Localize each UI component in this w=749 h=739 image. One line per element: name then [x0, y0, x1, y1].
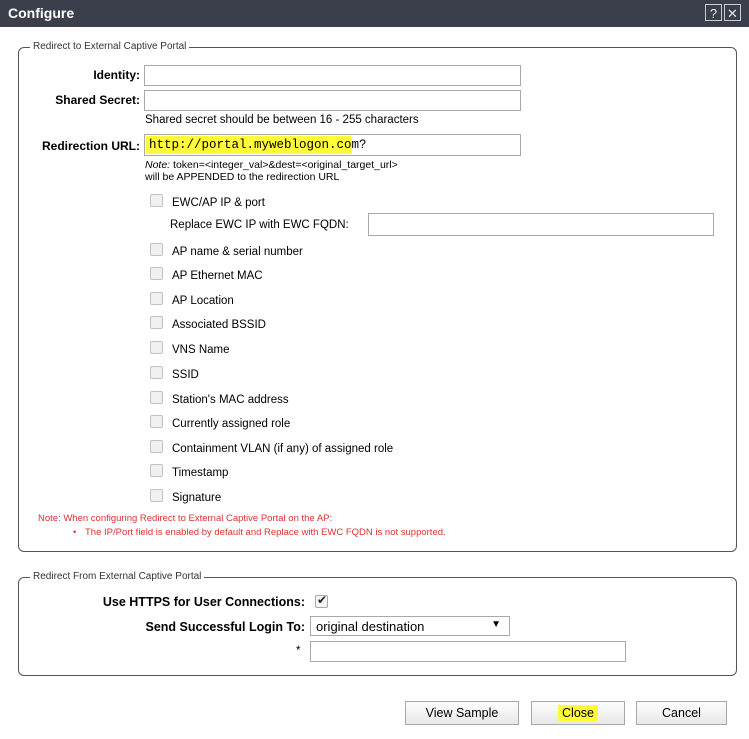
- url-note-prefix: Note:: [145, 159, 171, 171]
- warning-note-title: Note: When configuring Redirect to External Captive Portal on the AP:: [38, 513, 333, 524]
- warning-note-bullet: The IP/Port field is enabled by default and Replace with EWC FQDN is not supported.: [85, 527, 446, 538]
- send-login-selected: original destination: [316, 619, 425, 634]
- redirection-url-field[interactable]: [144, 134, 521, 156]
- option-checkbox-ssid[interactable]: [150, 366, 163, 379]
- option-label-bssid: Associated BSSID: [172, 319, 266, 331]
- redirection-url-label: Redirection URL:: [41, 139, 140, 153]
- option-label-ap-location: AP Location: [172, 295, 234, 307]
- option-checkbox-vns-name[interactable]: [150, 341, 163, 354]
- https-label: Use HTTPS for User Connections:: [102, 595, 305, 609]
- redirect-from-legend: Redirect From External Captive Portal: [30, 571, 204, 582]
- option-checkbox-ap-name[interactable]: [150, 243, 163, 256]
- option-checkbox-timestamp[interactable]: [150, 464, 163, 477]
- view-sample-button[interactable]: View Sample: [405, 701, 519, 725]
- close-icon[interactable]: ✕: [724, 4, 741, 21]
- option-label-ssid: SSID: [172, 369, 199, 381]
- option-label-ap-name: AP name & serial number: [172, 246, 303, 258]
- close-button[interactable]: [531, 701, 625, 725]
- dropdown-arrow-icon: ▼: [491, 619, 501, 630]
- question-mark-icon[interactable]: ?: [705, 4, 722, 21]
- window-title: Configure: [8, 5, 75, 21]
- shared-secret-label: Shared Secret:: [55, 93, 140, 107]
- send-login-label: Send Successful Login To:: [145, 620, 305, 634]
- title-bar: [0, 0, 749, 27]
- shared-secret-field[interactable]: [144, 90, 521, 111]
- option-checkbox-ewc-ap-ip[interactable]: [150, 194, 163, 207]
- option-label-assigned-role: Currently assigned role: [172, 418, 291, 430]
- option-label-timestamp: Timestamp: [172, 467, 229, 479]
- replace-fqdn-label: Replace EWC IP with EWC FQDN:: [170, 219, 349, 231]
- warning-bullet-dot: •: [73, 527, 77, 538]
- option-label-signature: Signature: [172, 492, 222, 504]
- option-checkbox-ap-location[interactable]: [150, 292, 163, 305]
- option-checkbox-ap-ethernet-mac[interactable]: [150, 267, 163, 280]
- shared-secret-hint: Shared secret should be between 16 - 255 characters: [145, 114, 419, 126]
- option-label-containment-vlan: Containment VLAN (if any) of assigned role: [172, 443, 394, 455]
- option-label-ewc-ap-ip: EWC/AP IP & port: [172, 197, 265, 209]
- replace-fqdn-field[interactable]: [368, 213, 714, 236]
- checkmark-icon: ✔: [317, 593, 328, 607]
- option-label-station-mac: Station's MAC address: [172, 394, 289, 406]
- option-checkbox-assigned-role[interactable]: [150, 415, 163, 428]
- option-checkbox-bssid[interactable]: [150, 316, 163, 329]
- identity-field[interactable]: [144, 65, 521, 86]
- option-checkbox-signature[interactable]: [150, 489, 163, 502]
- url-note: [145, 159, 398, 183]
- required-marker: *: [296, 645, 301, 657]
- destination-url-field[interactable]: [310, 641, 626, 662]
- option-checkbox-station-mac[interactable]: [150, 391, 163, 404]
- option-label-vns-name: VNS Name: [172, 344, 230, 356]
- option-checkbox-containment-vlan[interactable]: [150, 440, 163, 453]
- redirect-to-legend: Redirect to External Captive Portal: [30, 41, 189, 52]
- url-note-line2: will be APPENDED to the redirection URL: [145, 171, 340, 183]
- url-note-line1: token=<integer_val>&dest=<original_target_url>: [170, 159, 398, 171]
- close-button-label: Close: [558, 705, 598, 721]
- https-checkbox[interactable]: [315, 595, 328, 608]
- redirection-url-value: http://portal.myweblogon.com?: [146, 136, 352, 154]
- cancel-button[interactable]: Cancel: [636, 701, 727, 725]
- send-login-select[interactable]: [310, 616, 510, 636]
- option-label-ap-ethernet-mac: AP Ethernet MAC: [172, 270, 263, 282]
- identity-label: Identity:: [93, 68, 140, 82]
